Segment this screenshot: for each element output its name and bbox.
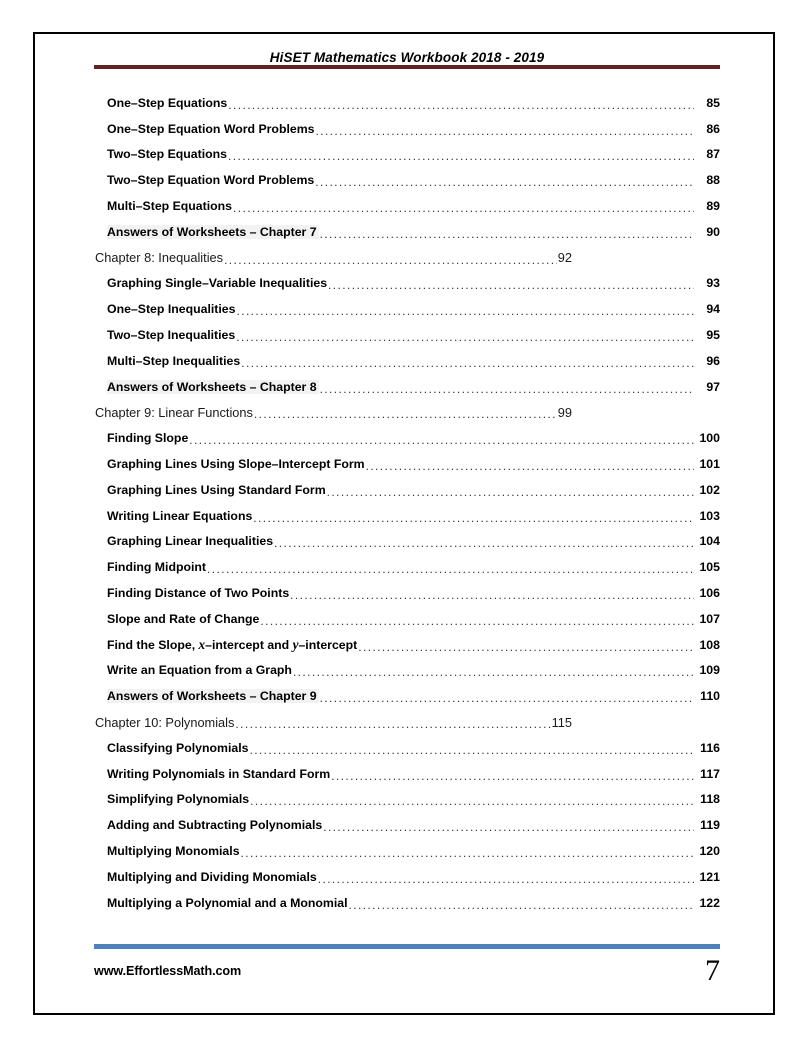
toc-entry-label: Two–Step Equations bbox=[107, 147, 228, 162]
toc-dot-leader bbox=[260, 614, 694, 628]
footer-divider-rule bbox=[94, 944, 720, 949]
toc-entry-label: Write an Equation from a Graph bbox=[107, 663, 292, 678]
toc-chapter-entry[interactable] bbox=[94, 245, 720, 271]
toc-worksheet-entry[interactable] bbox=[94, 116, 720, 142]
toc-entry-inner bbox=[107, 844, 720, 858]
toc-worksheet-entry[interactable] bbox=[94, 322, 720, 348]
toc-entry-inner bbox=[107, 818, 720, 832]
toc-page-number: 93 bbox=[706, 276, 720, 291]
toc-entry-inner bbox=[107, 354, 720, 368]
toc-entry-inner bbox=[107, 302, 720, 316]
toc-dot-leader bbox=[228, 149, 694, 163]
toc-entry-inner bbox=[107, 689, 720, 703]
toc-entry-inner bbox=[107, 457, 720, 471]
toc-entry-label: Graphing Linear Inequalities bbox=[107, 534, 274, 549]
toc-entry-label: Answers of Worksheets – Chapter 9 bbox=[107, 689, 317, 704]
toc-page-number: 104 bbox=[699, 534, 720, 549]
toc-dot-leader bbox=[366, 459, 694, 473]
toc-dot-leader bbox=[224, 253, 557, 267]
toc-dot-leader bbox=[189, 433, 694, 447]
toc-entry-label: Multi–Step Inequalities bbox=[107, 353, 241, 368]
toc-worksheet-entry[interactable] bbox=[94, 864, 720, 890]
toc-entry-label: One–Step Equations bbox=[107, 95, 228, 110]
toc-entry-label: Chapter 9: Linear Functions bbox=[95, 404, 253, 420]
toc-entry-label: Simplifying Polynomials bbox=[107, 792, 250, 807]
toc-worksheet-entry[interactable] bbox=[94, 425, 720, 451]
toc-dot-leader bbox=[320, 691, 694, 705]
toc-dot-leader bbox=[228, 98, 694, 112]
toc-entry-label: Chapter 8: Inequalities bbox=[95, 250, 224, 266]
toc-dot-leader bbox=[320, 382, 694, 396]
toc-page-number: 94 bbox=[706, 302, 720, 317]
toc-page-number: 86 bbox=[706, 121, 720, 136]
toc-entry-label: Two–Step Equation Word Problems bbox=[107, 173, 315, 188]
toc-dot-leader bbox=[233, 201, 694, 215]
toc-page-number: 119 bbox=[700, 818, 720, 833]
toc-entry-inner bbox=[95, 715, 572, 730]
toc-dot-leader bbox=[327, 485, 694, 499]
toc-entry-inner bbox=[107, 586, 720, 600]
toc-page-number: 96 bbox=[706, 353, 720, 368]
toc-worksheet-entry[interactable] bbox=[94, 838, 720, 864]
toc-worksheet-entry[interactable] bbox=[94, 606, 720, 632]
toc-dot-leader bbox=[241, 356, 694, 370]
math-variable: x bbox=[198, 636, 206, 652]
toc-page-number: 88 bbox=[706, 173, 720, 188]
toc-worksheet-entry[interactable] bbox=[94, 374, 720, 400]
toc-worksheet-entry[interactable] bbox=[94, 658, 720, 684]
toc-page-number: 105 bbox=[699, 560, 720, 575]
toc-dot-leader bbox=[328, 278, 694, 292]
toc-entry-label: Graphing Single–Variable Inequalities bbox=[107, 276, 328, 291]
toc-page-number: 120 bbox=[699, 844, 720, 858]
toc-worksheet-entry[interactable] bbox=[94, 90, 720, 116]
toc-dot-leader bbox=[315, 175, 694, 189]
toc-entry-label: Multi–Step Equations bbox=[107, 199, 233, 214]
toc-page-number: 107 bbox=[699, 611, 720, 626]
toc-page-number: 117 bbox=[700, 766, 720, 781]
toc-entry-inner bbox=[107, 225, 720, 239]
toc-dot-leader bbox=[250, 794, 694, 808]
toc-worksheet-entry[interactable] bbox=[94, 890, 720, 916]
toc-entry-inner bbox=[107, 122, 720, 136]
toc-chapter-entry[interactable] bbox=[94, 400, 720, 426]
toc-dot-leader bbox=[254, 407, 557, 421]
toc-page-number: 92 bbox=[557, 250, 572, 266]
toc-dot-leader bbox=[318, 872, 694, 886]
toc-entry-label: One–Step Equation Word Problems bbox=[107, 121, 315, 136]
toc-worksheet-entry[interactable] bbox=[94, 219, 720, 245]
toc-entry-inner bbox=[107, 509, 720, 523]
toc-entry-inner bbox=[107, 741, 720, 755]
toc-entry-inner bbox=[107, 767, 720, 781]
toc-page-number: 85 bbox=[706, 95, 720, 110]
math-variable: y bbox=[292, 636, 299, 652]
toc-worksheet-entry[interactable] bbox=[94, 477, 720, 503]
toc-entry-label: Graphing Lines Using Standard Form bbox=[107, 482, 326, 497]
toc-worksheet-entry[interactable] bbox=[94, 271, 720, 297]
toc-entry-label: Finding Distance of Two Points bbox=[107, 586, 290, 601]
toc-worksheet-entry[interactable] bbox=[94, 193, 720, 219]
toc-entry-inner bbox=[107, 96, 720, 110]
toc-page-number: 102 bbox=[699, 482, 720, 497]
toc-entry-label: Two–Step Inequalities bbox=[107, 328, 236, 343]
toc-entry-inner bbox=[107, 199, 720, 213]
toc-page-number: 110 bbox=[700, 689, 720, 704]
toc-entry-label: Chapter 10: Polynomials bbox=[95, 714, 235, 730]
toc-page-number: 99 bbox=[557, 404, 572, 420]
toc-page-number: 101 bbox=[699, 457, 720, 472]
toc-dot-leader bbox=[241, 846, 694, 860]
toc-entry-label: Answers of Worksheets – Chapter 8 bbox=[107, 379, 317, 394]
page-title: HiSET Mathematics Workbook 2018 - 2019 bbox=[269, 50, 545, 65]
toc-entry-inner bbox=[107, 147, 720, 161]
toc-page-number: 97 bbox=[706, 379, 720, 394]
toc-page-number: 122 bbox=[699, 895, 720, 910]
toc-entry-label: Multiplying Monomials bbox=[107, 844, 240, 858]
toc-entry-inner bbox=[107, 534, 720, 548]
toc-label-text: –intercept and bbox=[205, 637, 293, 652]
page-content-area bbox=[94, 34, 720, 1013]
toc-page-number: 89 bbox=[706, 199, 720, 214]
toc-dot-leader bbox=[236, 330, 694, 344]
toc-dot-leader bbox=[249, 743, 694, 757]
toc-entry-label: Answers of Worksheets – Chapter 7 bbox=[107, 224, 317, 239]
toc-entry-label: Finding Midpoint bbox=[107, 560, 207, 575]
toc-page-number: 100 bbox=[699, 431, 720, 446]
toc-chapter-entry[interactable] bbox=[94, 709, 720, 735]
footer-page-number: 7 bbox=[705, 954, 720, 987]
toc-worksheet-entry[interactable] bbox=[94, 554, 720, 580]
toc-worksheet-entry[interactable] bbox=[94, 142, 720, 168]
toc-dot-leader bbox=[253, 511, 694, 525]
header-divider-rule bbox=[94, 65, 720, 69]
toc-entry-label: Slope and Rate of Change bbox=[107, 611, 260, 626]
toc-worksheet-entry[interactable] bbox=[94, 812, 720, 838]
toc-entry-label: Multiplying a Polynomial and a Monomial bbox=[107, 895, 348, 910]
toc-entry-label: Adding and Subtracting Polynomials bbox=[107, 818, 323, 833]
toc-worksheet-entry[interactable] bbox=[94, 683, 720, 709]
toc-label-text: Find the Slope, bbox=[107, 637, 199, 652]
toc-entry-inner bbox=[107, 896, 720, 910]
toc-entry-inner bbox=[107, 380, 720, 394]
toc-dot-leader bbox=[235, 717, 550, 731]
toc-worksheet-entry[interactable] bbox=[94, 761, 720, 787]
toc-page-number: 109 bbox=[699, 663, 720, 678]
toc-page-number: 116 bbox=[700, 740, 720, 755]
toc-entry-label: One–Step Inequalities bbox=[107, 302, 236, 317]
toc-dot-leader bbox=[207, 562, 694, 576]
toc-worksheet-entry[interactable] bbox=[94, 580, 720, 606]
toc-page-number: 106 bbox=[699, 586, 720, 601]
toc-page-number: 121 bbox=[699, 869, 720, 884]
toc-worksheet-entry[interactable] bbox=[94, 735, 720, 761]
toc-page-number: 108 bbox=[699, 637, 720, 652]
toc-entry-inner bbox=[95, 405, 572, 420]
toc-dot-leader bbox=[349, 898, 695, 912]
toc-entry-inner bbox=[107, 328, 720, 342]
toc-page-number: 90 bbox=[706, 224, 720, 239]
toc-entry-label: Writing Polynomials in Standard Form bbox=[107, 766, 331, 781]
toc-dot-leader bbox=[290, 588, 694, 602]
toc-entry-inner bbox=[107, 637, 720, 653]
toc-dot-leader bbox=[293, 665, 694, 679]
toc-dot-leader bbox=[315, 124, 694, 138]
toc-entry-inner bbox=[107, 431, 720, 445]
toc-dot-leader bbox=[236, 304, 694, 318]
toc-entry-label bbox=[107, 637, 357, 653]
toc-page-number: 103 bbox=[699, 508, 720, 523]
toc-dot-leader bbox=[331, 769, 694, 783]
toc-worksheet-entry[interactable] bbox=[94, 296, 720, 322]
toc-dot-leader bbox=[320, 227, 694, 241]
toc-entry-inner bbox=[107, 612, 720, 626]
toc-entry-label: Classifying Polynomials bbox=[107, 740, 249, 755]
toc-entry-inner bbox=[107, 792, 720, 806]
toc-worksheet-entry[interactable] bbox=[94, 167, 720, 193]
toc-entry-inner bbox=[95, 250, 572, 265]
toc-worksheet-entry[interactable] bbox=[94, 503, 720, 529]
toc-worksheet-entry[interactable] bbox=[94, 632, 720, 658]
toc-worksheet-entry[interactable] bbox=[94, 348, 720, 374]
toc-entry-label: Graphing Lines Using Slope–Intercept Form bbox=[107, 457, 365, 472]
toc-entry-label: Finding Slope bbox=[107, 431, 189, 446]
toc-page-number: 115 bbox=[551, 714, 572, 730]
toc-worksheet-entry[interactable] bbox=[94, 787, 720, 813]
toc-dot-leader bbox=[358, 640, 694, 654]
table-of-contents bbox=[94, 90, 720, 916]
page-sheet bbox=[33, 32, 775, 1015]
toc-dot-leader bbox=[323, 820, 694, 834]
toc-entry-label: Writing Linear Equations bbox=[107, 508, 253, 523]
toc-page-number: 95 bbox=[706, 328, 720, 343]
toc-page-number: 118 bbox=[700, 792, 720, 807]
toc-entry-inner bbox=[107, 663, 720, 677]
toc-entry-inner bbox=[107, 276, 720, 290]
toc-entry-inner bbox=[107, 560, 720, 574]
toc-entry-inner bbox=[107, 483, 720, 497]
toc-worksheet-entry[interactable] bbox=[94, 451, 720, 477]
toc-label-text: –intercept bbox=[298, 637, 358, 652]
toc-page-number: 87 bbox=[706, 147, 720, 162]
footer-website-label: www.EffortlessMath.com bbox=[94, 964, 242, 978]
toc-dot-leader bbox=[274, 536, 694, 550]
toc-entry-inner bbox=[107, 870, 720, 884]
toc-worksheet-entry[interactable] bbox=[94, 529, 720, 555]
toc-entry-label: Multiplying and Dividing Monomials bbox=[107, 869, 317, 884]
toc-entry-inner bbox=[107, 173, 720, 187]
running-footer bbox=[94, 956, 720, 986]
